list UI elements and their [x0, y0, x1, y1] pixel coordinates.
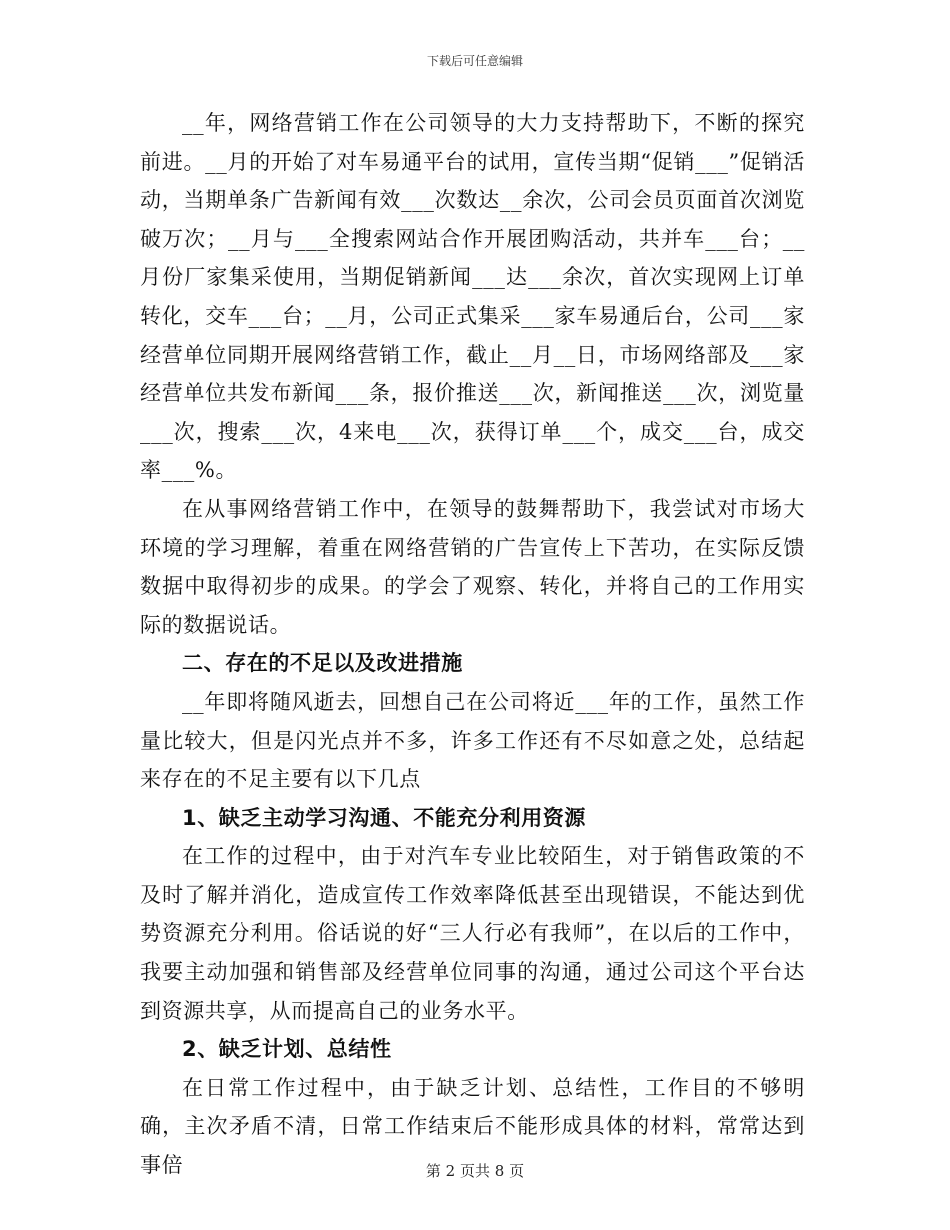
subheading-planning: 2、缺乏计划、总结性: [182, 1037, 392, 1062]
paragraph-marketing-experience: 在从事网络营销工作中，在领导的鼓舞帮助下，我尝试对市场大环境的学习理解，着重在网络营销的广告宣传上下苦功，在实际反馈数据中取得初步的成果。的学会了观察、转化，并将自己的工作用实际的数据说话。: [140, 496, 805, 637]
page-header-note: 下载后可任意编辑: [426, 54, 523, 68]
page-number-footer: 第 2 页共 8 页: [425, 1162, 525, 1180]
section-heading-shortcomings: 二、存在的不足以及改进措施: [182, 651, 463, 676]
document-body: [140, 104, 805, 1185]
paragraph-shortcomings-intro: __年即将随风逝去，回想自己在公司将近___年的工作，虽然工作量比较大，但是闪光点并不多，许多工作还有不尽如意之处，总结起来存在的不足主要有以下几点: [140, 689, 805, 792]
paragraph-communication: 在工作的过程中，由于对汽车专业比较陌生，对于销售政策的不及时了解并消化，造成宣传工作效率降低甚至出现错误，不能达到优势资源充分利用。俗话说的好“三人行必有我师”，在以后的工作中，我要主动加强和销售部及经营单位同事的沟通，通过公司这个平台达到资源共享，从而提高自己的业务水平。: [140, 844, 805, 1023]
paragraph-planning: 在日常工作过程中，由于缺乏计划、总结性，工作目的不够明确，主次矛盾不清，日常工作结束后不能形成具体的材料，常常达到事倍: [140, 1075, 805, 1178]
subheading-communication: 1、缺乏主动学习沟通、不能充分利用资源: [182, 805, 587, 830]
paragraph-work-summary: __年，网络营销工作在公司领导的大力支持帮助下，不断的探究前进。__月的开始了对车易通平台的试用，宣传当期“促销___”促销活动，当期单条广告新闻有效___次数达__余次，公司会员页面首次浏览破万次；__月与___全搜索网站合作开展团购活动，共并车___台；__月份厂家集采使用，当期促销新闻___达___余次，首次实现网上订单转化，交车___台；__月，公司正式集采___家车易通后台，公司___家经营单位同期开展网络营销工作，截止__月__日，市场网络部及___家经营单位共发布新闻___条，报价推送___次，新闻推送___次，浏览量___次，搜索___次，4来电___次，获得订单___个，成交___台，成交率___%。: [140, 111, 805, 483]
